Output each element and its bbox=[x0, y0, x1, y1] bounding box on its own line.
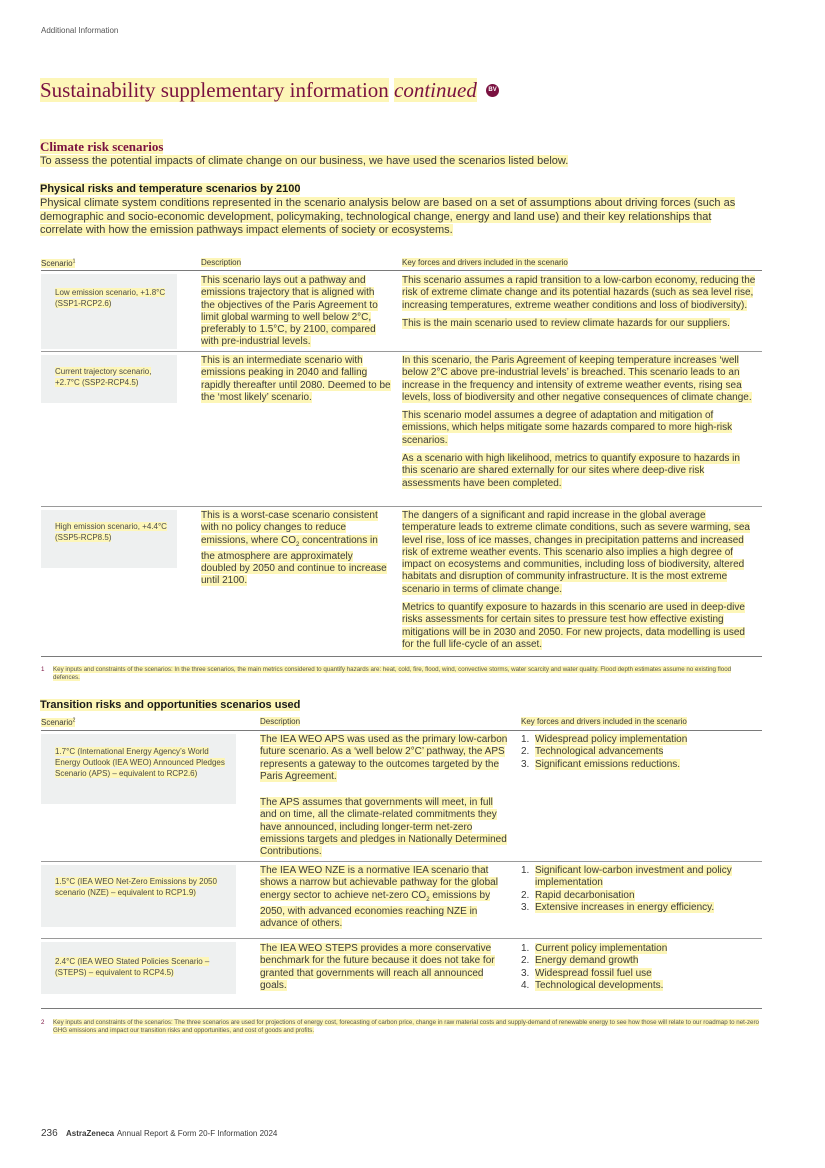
description-current-trajectory: This is an intermediate scenario with emissions peaking in 2040 and falling rapidly thereafter until 2080. Deemed to be the ‘most likely’ scenario. bbox=[201, 355, 391, 403]
transition-heading: Transition risks and opportunities scenarios used bbox=[40, 699, 301, 711]
row-divider bbox=[41, 506, 762, 507]
table-rule bbox=[41, 270, 762, 271]
description-steps: The IEA WEO STEPS provides a more conservative benchmark for the future because it does not take for granted that governments will reach all announced goals. bbox=[260, 943, 495, 991]
drivers-nze: 1. Significant low-carbon investment and policy implementation 2. Rapid decarbonisation 3. Extensive increases in energy efficiency. bbox=[521, 865, 732, 913]
climate-risk-heading: Climate risk scenarios bbox=[40, 139, 164, 154]
drivers-high-emission: The dangers of a significant and rapid increase in the global average temperature leads to extreme climate conditions, such as severe warming, sea level rise, loss of ice masses, changes in precipitation patterns and increased risk of extreme weather events. This scenario also implies a high degree of impact on ecosystems and communities, including loss of biodiversity, altered habitats and disruption of community infrastructure. It is the most extreme scenario in terms of climate change. Metrics to quantify exposure to hazards in this scenario are used in deep-dive risks assessments for certain sites to pressure test how effective existing mitigations will be in 2030 and 2050. For new projects, data modelling is used for the full life-cycle of an asset. bbox=[402, 510, 750, 650]
description-low-emission: This scenario lays out a pathway and emissions trajectory that is aligned with the objectives of the Paris Agreement to limit global warming to well below 2°C, preferably to 1.5°C, by 2100, compared with pre-industrial levels. bbox=[201, 275, 378, 348]
scenario-aps: 1.7°C (International Energy Agency’s World Energy Outlook (IEA WEO) Announced Pledges Scenario (APS) – equivalent to RCP2.6) bbox=[41, 734, 236, 804]
row-divider bbox=[41, 938, 762, 939]
scenario-nze: 1.5°C (IEA WEO Net-Zero Emissions by 2050 scenario (NZE) – equivalent to RCP1.9) bbox=[41, 865, 236, 927]
col-header-description: Description bbox=[201, 258, 242, 267]
page-footer bbox=[41, 1128, 277, 1139]
col-header-description: Description bbox=[260, 717, 301, 726]
col-header-scenario: Scenario$^1$ bbox=[41, 258, 76, 268]
physical-risks-heading: Physical risks and temperature scenarios by 2100 bbox=[40, 183, 301, 195]
scenario-high-emission: High emission scenario, +4.4°C (SSP5-RCP8.5) bbox=[41, 510, 177, 568]
description-nze: The IEA WEO NZE is a normative IEA scenario that shows a narrow but achievable pathway for the global energy sector to achieve net-zero $CO_2$ emissions by 2050, with advanced economies reaching NZE in advance of others. bbox=[260, 865, 498, 930]
row-divider bbox=[41, 861, 762, 862]
drivers-current-trajectory: In this scenario, the Paris Agreement of keeping temperature increases ‘well below 2°C above pre-industrial levels’ is breached. This scenario leads to an increase in the frequency and intensity of extreme weather events, rising sea levels, loss of biodiversity and other negative consequences of climate change. This scenario model assumes a degree of adaptation and mitigation of emissions, which helps mitigate some hazards compared to more high-risk scenarios. As a scenario with high likelihood, metrics to quantify exposure to hazards in this scenario are shared externally for our sites where deep-dive risk assessments have been completed. bbox=[402, 355, 752, 489]
scenario-low-emission: Low emission scenario, +1.8°C (SSP1-RCP2.6) bbox=[41, 274, 177, 349]
description-aps: The IEA WEO APS was used as the primary low-carbon future scenario. As a ‘well below 2°C’ pathway, the APS represents a gateway to the outcomes targeted by the Paris Agreement. The APS assumes that governments will meet, in full and on time, all the climate-related commitments they have announced, including longer-term net-zero emissions targets and pledges in Nationally Determined Contributions. bbox=[260, 734, 508, 858]
col-header-drivers: Key forces and drivers included in the scenario bbox=[521, 717, 687, 726]
table-rule bbox=[41, 1008, 762, 1009]
col-header-drivers: Key forces and drivers included in the scenario bbox=[402, 258, 568, 267]
climate-risk-intro: To assess the potential impacts of climate change on our business, we have used the scenarios listed below. bbox=[40, 155, 569, 167]
brand-name: AstraZeneca bbox=[66, 1129, 115, 1138]
drivers-aps: 1. Widespread policy implementation 2. Technological advancements 3. Significant emissions reductions. bbox=[521, 734, 688, 770]
scenario-current-trajectory: Current trajectory scenario, +2.7°C (SSP2-RCP4.5) bbox=[41, 355, 177, 403]
physical-risks-paragraph: Physical climate system conditions represented in the scenario analysis below are based on a set of assumptions about driving forces (such as demographic and socio-economic development, policymaking, technological change, energy and land use) and their key relationships that correlate with how the emission pathways impact elements of society or ecosystems. bbox=[40, 197, 736, 237]
report-name: Annual Report & Form 20-F Information 2024 bbox=[116, 1129, 278, 1138]
drivers-steps: 1. Current policy implementation 2. Energy demand growth 3. Widespread fossil fuel use 4. Technological developments. bbox=[521, 943, 668, 991]
description-high-emission: This is a worst-case scenario consistent with no policy changes to reduce emissions, where $CO_2$ concentrations in the atmosphere are approximately doubled by 2050 and continue to increase until 2100. bbox=[201, 510, 387, 587]
page-title bbox=[40, 78, 499, 103]
page-title-text: Sustainability supplementary information bbox=[40, 78, 389, 102]
drivers-low-emission: This scenario assumes a rapid transition to a low-carbon economy, reducing the risk of extreme climate change and its potential hazards (such as sea level rise, increasing temperatures, extreme weather conditions and loss of biodiversity). This is the main scenario used to review climate hazards for our suppliers. bbox=[402, 275, 756, 329]
page-number: 236 bbox=[41, 1128, 58, 1139]
scenario-steps: 2.4°C (IEA WEO Stated Policies Scenario – (STEPS) – equivalent to RCP4.5) bbox=[41, 942, 236, 994]
footnote-2: 2 Key inputs and constraints of the scenarios: The three scenarios are used for projections of energy cost, forecasting of carbon price, change in raw material costs and supply-demand of renewable energy to see how those will relate to our roadmap to net-zero GHG emissions and impact our transition risks and opportunities, and cost of goods and profits. bbox=[41, 1019, 759, 1034]
row-divider bbox=[41, 351, 762, 352]
footnote-1: 1 Key inputs and constraints of the scenarios: In the three scenarios, the main metrics considered to quantify hazards are: heat, cold, fire, flood, wind, convective storms, water scarcity and water quality. Flood depth estimates assume no existing flood defences. bbox=[41, 666, 732, 681]
bv-badge-icon: BV bbox=[486, 84, 499, 97]
col-header-scenario: Scenario$^2$ bbox=[41, 717, 76, 727]
section-label: Additional Information bbox=[41, 26, 119, 35]
page-title-continued: continued bbox=[394, 78, 477, 102]
table-rule bbox=[41, 730, 762, 731]
table-rule bbox=[41, 656, 762, 657]
